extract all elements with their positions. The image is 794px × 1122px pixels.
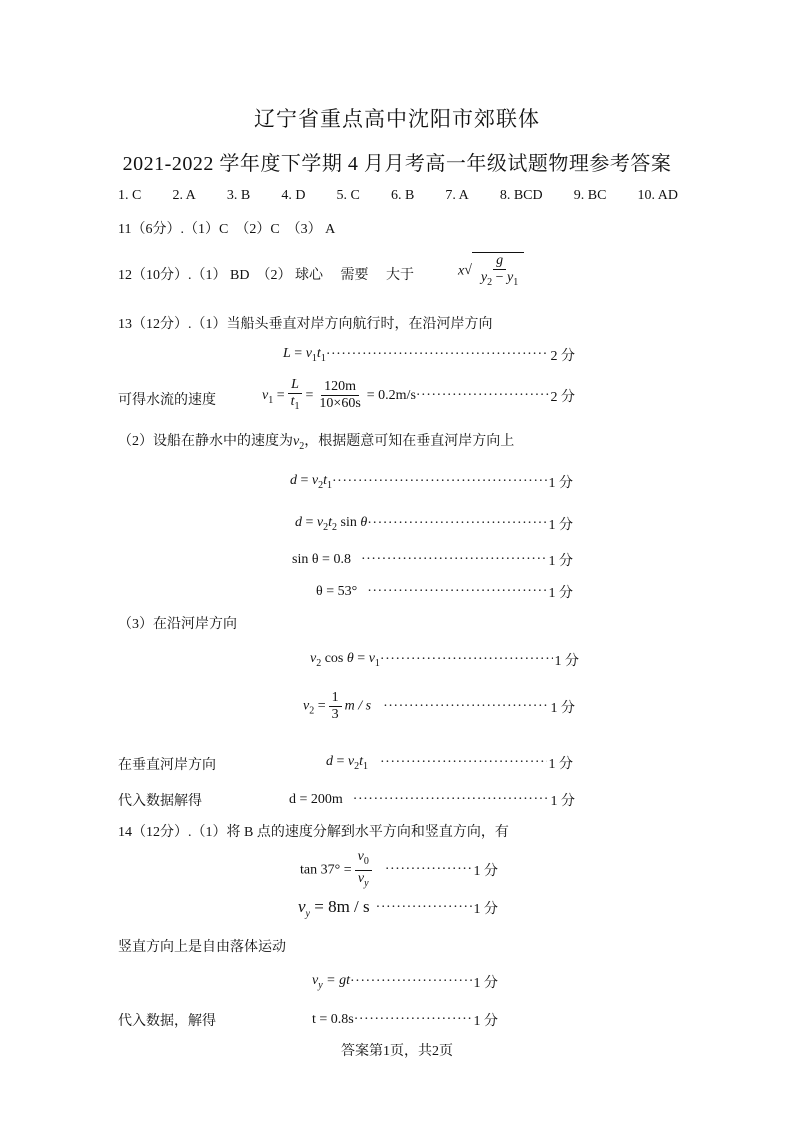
q12-formula: x √ $\frac{g}{y_2 - y_1}$: [458, 252, 524, 291]
mc-answer: 2. A: [172, 188, 196, 203]
q13-eq-v1: $v_1$ = $\frac{L}{t_1}$ = $\frac{120m}{10\times 60s}$ = 0.2m/s ····· 2 分: [262, 377, 575, 415]
mc-answer: 5. C: [336, 188, 360, 203]
mc-answer: 10. AD: [637, 188, 678, 203]
q13-eq-cos: $v_2$ $\cos \theta = v_1$ ····· 1 分: [310, 650, 579, 670]
q12-answer: 12（10分）.（1） BD （2） 球心 需要 大于: [118, 268, 414, 283]
q14-eq-tan: tan 37° = $\frac{v_0}{v_y}$ ····· 1 分: [300, 849, 498, 892]
page-title: 辽宁省重点高中沈阳市郊联体: [254, 107, 540, 131]
mc-answer: 7. A: [445, 188, 469, 203]
mc-answer: 8. BCD: [499, 188, 543, 203]
q13-flow-speed-label: 可得水流的速度: [118, 393, 216, 408]
q13-intro: 13（12分）.（1）当船头垂直对岸方向航行时，在沿河岸方向: [118, 317, 493, 332]
page-footer: 答案第1页，共2页: [341, 1044, 453, 1059]
q13-eq-L: $L = v_1t_1$ ····· 2 分: [283, 345, 575, 365]
q13-eq-d-result: d = 200m ····· 1 分: [289, 790, 575, 810]
q11-answer: 11（6分）.（1）C （2）C （3） A: [118, 222, 336, 237]
q13-eq-sin: sin θ = 0.8 ····· 1 分: [292, 550, 573, 570]
mc-answer: 3. B: [226, 188, 251, 203]
page-subtitle: 2021-2022 学年度下学期 4 月月考高一年级试题物理参考答案: [122, 153, 672, 175]
q13-eq-theta: θ = 53° ····· 1 分: [316, 582, 573, 602]
q13-part3-intro: （3）在沿河岸方向: [118, 617, 237, 632]
q13-eq-d2: $d = v_2t_2$ sin θ ····· 1 分: [295, 514, 573, 534]
q14-intro: 14（12分）.（1）将 B 点的速度分解到水平方向和竖直方向，有: [118, 825, 509, 840]
mc-answer: 6. B: [390, 188, 415, 203]
mc-answer: 1. C: [118, 188, 142, 203]
q14-freefall: 竖直方向上是自由落体运动: [118, 940, 286, 955]
multiple-choice-answers: [118, 188, 678, 204]
q13-eq-d1: $d = v_2t_1$ ····· 1 分: [290, 472, 573, 492]
q14-eq-t: t = 0.8s ····· 1 分: [312, 1010, 498, 1030]
q13-eq-d3: $d = v_2t_1$ ····· 1 分: [326, 753, 573, 773]
mc-answer: 9. BC: [573, 188, 607, 203]
q13-eq-v2: $v_2$ = $\frac{1}{3}$ m / s ····· 1 分: [303, 690, 575, 723]
q13-part2-intro: （2）设船在静水中的速度为$v_2$，根据题意可知在垂直河岸方向上: [118, 434, 515, 452]
q14-eq-vygt: $v_y$ = gt ····· 1 分: [312, 972, 498, 992]
q14-substitute-label: 代入数据，解得: [118, 1014, 216, 1029]
q13-substitute-label: 代入数据解得: [118, 794, 202, 809]
q13-perp-label: 在垂直河岸方向: [118, 758, 216, 773]
mc-answer: 4. D: [281, 188, 306, 203]
q14-eq-vy: $v_y = 8m / s$ ····· 1 分: [298, 897, 498, 919]
